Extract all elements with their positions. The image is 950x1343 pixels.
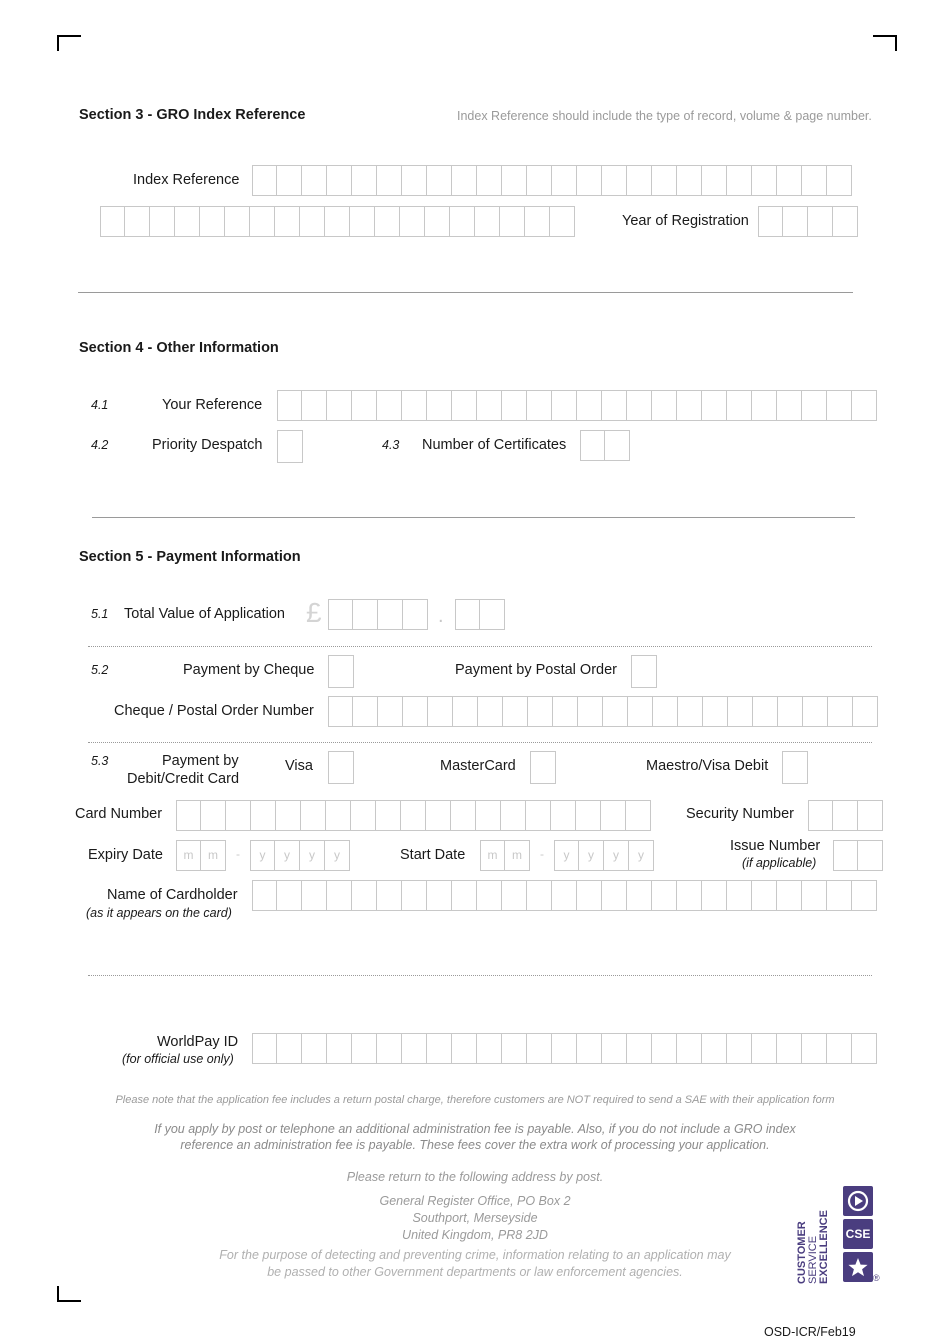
entry-box[interactable] xyxy=(425,206,450,237)
entry-box[interactable] xyxy=(352,390,377,421)
crop-mark-bottom-left xyxy=(57,1286,81,1302)
entry-box[interactable] xyxy=(450,206,475,237)
entry-box[interactable] xyxy=(702,165,727,196)
cheque-number-label: Cheque / Postal Order Number xyxy=(114,703,314,719)
entry-box[interactable] xyxy=(601,800,626,831)
year-box[interactable]: y xyxy=(629,840,654,871)
entry-box[interactable] xyxy=(626,800,651,831)
entry-box[interactable] xyxy=(677,880,702,911)
entry-box[interactable] xyxy=(551,800,576,831)
year-box[interactable]: y xyxy=(275,840,300,871)
entry-box[interactable] xyxy=(176,800,201,831)
entry-box[interactable] xyxy=(553,696,578,727)
entry-box[interactable] xyxy=(502,1033,527,1064)
entry-box[interactable] xyxy=(150,206,175,237)
worldpay-id-note: (for official use only) xyxy=(122,1052,234,1066)
entry-box[interactable] xyxy=(852,390,877,421)
entry-box[interactable] xyxy=(477,1033,502,1064)
entry-box[interactable] xyxy=(501,800,526,831)
entry-box[interactable] xyxy=(327,880,352,911)
entry-box[interactable] xyxy=(426,800,451,831)
entry-box[interactable] xyxy=(552,165,577,196)
month-box[interactable]: m xyxy=(480,840,505,871)
entry-box[interactable] xyxy=(401,800,426,831)
maestro-label: Maestro/Visa Debit xyxy=(646,758,769,774)
entry-box[interactable] xyxy=(477,880,502,911)
entry-box[interactable] xyxy=(353,696,378,727)
entry-box[interactable] xyxy=(378,599,403,630)
divider xyxy=(78,292,853,293)
entry-box[interactable] xyxy=(527,1033,552,1064)
entry-box[interactable] xyxy=(527,880,552,911)
entry-box[interactable] xyxy=(578,696,603,727)
dotted-divider xyxy=(88,646,872,647)
mastercard-label: MasterCard xyxy=(440,758,516,774)
entry-box[interactable] xyxy=(378,696,403,727)
issue-number-boxes[interactable] xyxy=(833,840,883,871)
entry-box[interactable] xyxy=(677,165,702,196)
entry-box[interactable] xyxy=(352,880,377,911)
payment-by-postal-order-checkbox[interactable] xyxy=(631,655,657,688)
entry-box[interactable] xyxy=(402,390,427,421)
entry-box[interactable] xyxy=(550,206,575,237)
entry-box[interactable] xyxy=(652,165,677,196)
your-reference-boxes[interactable] xyxy=(277,390,877,421)
cse-logo-text xyxy=(797,1186,837,1284)
star-icon xyxy=(843,1252,873,1282)
entry-box[interactable] xyxy=(727,1033,752,1064)
issue-number-note: (if applicable) xyxy=(742,856,817,870)
entry-box[interactable] xyxy=(475,206,500,237)
entry-box[interactable] xyxy=(833,206,858,237)
year-box[interactable]: y xyxy=(250,840,275,871)
entry-box[interactable] xyxy=(325,206,350,237)
entry-box[interactable] xyxy=(476,800,501,831)
entry-box[interactable] xyxy=(833,800,858,831)
entry-box[interactable] xyxy=(602,165,627,196)
entry-box[interactable] xyxy=(727,880,752,911)
start-date-boxes[interactable] xyxy=(480,840,654,871)
entry-box[interactable] xyxy=(428,696,453,727)
cse-badge: CSE xyxy=(843,1219,873,1249)
entry-box[interactable] xyxy=(808,206,833,237)
expiry-date-label: Expiry Date xyxy=(88,847,163,863)
entry-box[interactable] xyxy=(783,206,808,237)
entry-box[interactable] xyxy=(226,800,251,831)
total-pounds-boxes[interactable] xyxy=(328,599,428,630)
entry-box[interactable] xyxy=(502,390,527,421)
maestro-checkbox[interactable] xyxy=(782,751,808,784)
month-box[interactable]: m xyxy=(176,840,201,871)
item-number: 4.3 xyxy=(382,438,400,452)
entry-box[interactable] xyxy=(250,206,275,237)
year-of-registration-label: Year of Registration xyxy=(622,213,749,229)
entry-box[interactable] xyxy=(753,696,778,727)
entry-box[interactable] xyxy=(752,1033,777,1064)
number-of-certificates-label: Number of Certificates xyxy=(422,437,567,453)
entry-box[interactable] xyxy=(777,390,802,421)
item-number: 5.3 xyxy=(91,754,109,768)
fee-note: Please note that the application fee includes a return postal charge, therefore customers are NOT required to send a SAE with their application form xyxy=(115,1094,835,1106)
priority-despatch-checkbox[interactable] xyxy=(277,430,303,463)
divider xyxy=(92,517,855,518)
entry-box[interactable] xyxy=(500,206,525,237)
entry-box[interactable] xyxy=(778,696,803,727)
payment-by-cheque-checkbox[interactable] xyxy=(328,655,354,688)
entry-box[interactable] xyxy=(752,165,777,196)
entry-box[interactable] xyxy=(275,206,300,237)
pound-sign: £ xyxy=(306,597,322,628)
entry-box[interactable] xyxy=(703,696,728,727)
entry-box[interactable] xyxy=(327,1033,352,1064)
entry-box[interactable] xyxy=(377,390,402,421)
crop-mark-top-right xyxy=(873,35,897,51)
address-line: Southport, Merseyside xyxy=(412,1211,538,1225)
total-pence-boxes[interactable] xyxy=(455,599,505,630)
entry-box[interactable] xyxy=(858,800,883,831)
worldpay-id-boxes[interactable] xyxy=(252,1033,877,1064)
entry-box[interactable] xyxy=(477,390,502,421)
entry-box[interactable] xyxy=(402,880,427,911)
start-date-label: Start Date xyxy=(400,847,466,863)
entry-box[interactable] xyxy=(452,880,477,911)
total-value-label: Total Value of Application xyxy=(124,606,285,622)
cardholder-name-note: (as it appears on the card) xyxy=(86,906,232,920)
index-reference-label: Index Reference xyxy=(133,172,240,188)
expiry-date-boxes[interactable] xyxy=(176,840,350,871)
entry-box[interactable] xyxy=(376,800,401,831)
entry-box[interactable] xyxy=(727,390,752,421)
entry-box[interactable] xyxy=(328,696,353,727)
entry-box[interactable] xyxy=(605,430,630,461)
address-line: General Register Office, PO Box 2 xyxy=(379,1194,571,1208)
entry-box[interactable] xyxy=(602,390,627,421)
entry-box[interactable] xyxy=(652,880,677,911)
section3-title: Section 3 - GRO Index Reference xyxy=(79,107,306,123)
entry-box[interactable] xyxy=(452,1033,477,1064)
entry-box[interactable] xyxy=(351,800,376,831)
date-separator: - xyxy=(236,847,240,861)
mastercard-checkbox[interactable] xyxy=(530,751,556,784)
entry-box[interactable] xyxy=(352,165,377,196)
entry-box[interactable] xyxy=(852,880,877,911)
entry-box[interactable] xyxy=(552,880,577,911)
entry-box[interactable] xyxy=(602,880,627,911)
debit-credit-card-label: Debit/Credit Card xyxy=(127,771,240,787)
year-of-registration-boxes[interactable] xyxy=(758,206,858,237)
item-number: 4.1 xyxy=(91,398,109,412)
payment-by-cheque-label: Payment by Cheque xyxy=(183,662,315,678)
form-code: OSD-ICR/Feb19 xyxy=(764,1325,856,1339)
entry-box[interactable] xyxy=(702,1033,727,1064)
registered-mark: ® xyxy=(873,1273,880,1283)
entry-box[interactable] xyxy=(302,1033,327,1064)
entry-box[interactable] xyxy=(300,206,325,237)
entry-box[interactable] xyxy=(777,1033,802,1064)
entry-box[interactable] xyxy=(480,599,505,630)
security-number-label: Security Number xyxy=(686,806,794,822)
entry-box[interactable] xyxy=(328,599,353,630)
entry-box[interactable] xyxy=(277,390,302,421)
entry-box[interactable] xyxy=(452,165,477,196)
year-box[interactable]: y xyxy=(300,840,325,871)
entry-box[interactable] xyxy=(827,1033,852,1064)
item-number: 4.2 xyxy=(91,438,109,452)
entry-box[interactable] xyxy=(251,800,276,831)
your-reference-label: Your Reference xyxy=(162,397,263,413)
entry-box[interactable] xyxy=(477,165,502,196)
cheque-number-boxes[interactable] xyxy=(328,696,878,727)
entry-box[interactable] xyxy=(527,165,552,196)
entry-box[interactable] xyxy=(302,165,327,196)
entry-box[interactable] xyxy=(455,599,480,630)
visa-label: Visa xyxy=(285,758,313,774)
entry-box[interactable] xyxy=(427,390,452,421)
entry-box[interactable] xyxy=(403,696,428,727)
entry-box[interactable] xyxy=(852,1033,877,1064)
entry-box[interactable] xyxy=(400,206,425,237)
cse-logo-word: EXCELLENCE xyxy=(818,1210,830,1284)
entry-box[interactable] xyxy=(377,165,402,196)
entry-box[interactable] xyxy=(702,880,727,911)
index-reference-boxes-line2[interactable] xyxy=(100,206,575,237)
entry-box[interactable] xyxy=(677,390,702,421)
item-number: 5.2 xyxy=(91,663,109,677)
entry-box[interactable] xyxy=(627,390,652,421)
cse-logo-word: CUSTOMER xyxy=(796,1221,808,1284)
entry-box[interactable] xyxy=(225,206,250,237)
address-line: United Kingdom, PR8 2JD xyxy=(402,1228,548,1242)
entry-box[interactable] xyxy=(580,430,605,461)
entry-box[interactable] xyxy=(402,1033,427,1064)
entry-box[interactable] xyxy=(802,1033,827,1064)
entry-box[interactable] xyxy=(577,1033,602,1064)
entry-box[interactable] xyxy=(752,390,777,421)
entry-box[interactable] xyxy=(828,696,853,727)
number-of-certificates-boxes[interactable] xyxy=(580,430,630,461)
entry-box[interactable] xyxy=(277,1033,302,1064)
cardholder-name-boxes[interactable] xyxy=(252,880,877,911)
entry-box[interactable] xyxy=(802,880,827,911)
entry-box[interactable] xyxy=(677,1033,702,1064)
entry-box[interactable] xyxy=(503,696,528,727)
entry-box[interactable] xyxy=(377,1033,402,1064)
entry-box[interactable] xyxy=(327,390,352,421)
entry-box[interactable] xyxy=(827,880,852,911)
entry-box[interactable] xyxy=(777,880,802,911)
security-number-boxes[interactable] xyxy=(808,800,883,831)
entry-box[interactable] xyxy=(603,696,628,727)
entry-box[interactable] xyxy=(252,880,277,911)
entry-box[interactable] xyxy=(577,165,602,196)
entry-box[interactable] xyxy=(125,206,150,237)
entry-box[interactable] xyxy=(678,696,703,727)
admin-fee-note-line2: reference an administration fee is payable. These fees cover the extra work of processing your application. xyxy=(180,1138,770,1152)
entry-box[interactable] xyxy=(576,800,601,831)
index-reference-boxes[interactable] xyxy=(252,165,852,196)
entry-box[interactable] xyxy=(628,696,653,727)
return-address-note: Please return to the following address by post. xyxy=(346,1170,604,1184)
entry-box[interactable] xyxy=(453,696,478,727)
entry-box[interactable] xyxy=(777,165,802,196)
cardholder-name-label: Name of Cardholder xyxy=(107,887,238,903)
entry-box[interactable] xyxy=(502,880,527,911)
payment-by-label: Payment by xyxy=(162,753,239,769)
entry-box[interactable] xyxy=(827,390,852,421)
dotted-divider xyxy=(88,742,872,743)
year-box[interactable]: y xyxy=(579,840,604,871)
entry-box[interactable] xyxy=(427,1033,452,1064)
entry-box[interactable] xyxy=(827,165,852,196)
entry-box[interactable] xyxy=(252,1033,277,1064)
entry-box[interactable] xyxy=(577,880,602,911)
entry-box[interactable] xyxy=(403,599,428,630)
entry-box[interactable] xyxy=(577,390,602,421)
entry-box[interactable] xyxy=(375,206,400,237)
entry-box[interactable] xyxy=(652,1033,677,1064)
entry-box[interactable] xyxy=(326,800,351,831)
month-box[interactable]: m xyxy=(505,840,530,871)
issue-number-label: Issue Number xyxy=(730,838,821,854)
entry-box[interactable] xyxy=(752,880,777,911)
entry-box[interactable] xyxy=(302,390,327,421)
section5-title: Section 5 - Payment Information xyxy=(79,549,301,565)
entry-box[interactable] xyxy=(528,696,553,727)
entry-box[interactable] xyxy=(353,599,378,630)
entry-box[interactable] xyxy=(803,696,828,727)
entry-box[interactable] xyxy=(833,840,858,871)
entry-box[interactable] xyxy=(175,206,200,237)
entry-box[interactable] xyxy=(402,165,427,196)
priority-despatch-label: Priority Despatch xyxy=(152,437,263,453)
entry-box[interactable] xyxy=(100,206,125,237)
entry-box[interactable] xyxy=(451,800,476,831)
entry-box[interactable] xyxy=(352,1033,377,1064)
dotted-divider xyxy=(88,975,872,976)
entry-box[interactable] xyxy=(327,165,352,196)
card-number-boxes[interactable] xyxy=(176,800,651,831)
visa-checkbox[interactable] xyxy=(328,751,354,784)
entry-box[interactable] xyxy=(602,1033,627,1064)
entry-box[interactable] xyxy=(552,390,577,421)
section4-title: Section 4 - Other Information xyxy=(79,340,279,356)
entry-box[interactable] xyxy=(652,390,677,421)
entry-box[interactable] xyxy=(377,880,402,911)
entry-box[interactable] xyxy=(200,206,225,237)
entry-box[interactable] xyxy=(201,800,226,831)
entry-box[interactable] xyxy=(853,696,878,727)
entry-box[interactable] xyxy=(552,1033,577,1064)
year-box[interactable]: y xyxy=(325,840,350,871)
decimal-point: . xyxy=(438,605,444,627)
entry-box[interactable] xyxy=(627,1033,652,1064)
entry-box[interactable] xyxy=(727,165,752,196)
crime-note-line2: be passed to other Government departments or law enforcement agencies. xyxy=(267,1265,683,1279)
entry-box[interactable] xyxy=(802,390,827,421)
admin-fee-note-line1: If you apply by post or telephone an additional administration fee is payable. Also, if you do not include a GRO index xyxy=(154,1122,796,1136)
crop-mark-top-left xyxy=(57,35,81,51)
payment-by-postal-order-label: Payment by Postal Order xyxy=(455,662,617,678)
entry-box[interactable] xyxy=(302,880,327,911)
entry-box[interactable] xyxy=(728,696,753,727)
card-number-label: Card Number xyxy=(75,806,163,822)
entry-box[interactable] xyxy=(808,800,833,831)
entry-box[interactable] xyxy=(653,696,678,727)
entry-box[interactable] xyxy=(427,165,452,196)
entry-box[interactable] xyxy=(301,800,326,831)
entry-box[interactable] xyxy=(277,165,302,196)
crime-note-line1: For the purpose of detecting and preventing crime, information relating to an application may xyxy=(219,1248,731,1262)
entry-box[interactable] xyxy=(252,165,277,196)
entry-box[interactable] xyxy=(452,390,477,421)
item-number: 5.1 xyxy=(91,607,109,621)
entry-box[interactable] xyxy=(525,206,550,237)
entry-box[interactable] xyxy=(427,880,452,911)
cse-logo-word: SERVICE xyxy=(807,1235,819,1284)
entry-box[interactable] xyxy=(478,696,503,727)
entry-box[interactable] xyxy=(858,840,883,871)
entry-box[interactable] xyxy=(502,165,527,196)
year-box[interactable]: y xyxy=(604,840,629,871)
play-icon xyxy=(843,1186,873,1216)
entry-box[interactable] xyxy=(702,390,727,421)
entry-box[interactable] xyxy=(527,390,552,421)
entry-box[interactable] xyxy=(627,165,652,196)
date-separator: - xyxy=(540,847,544,861)
section3-hint: Index Reference should include the type of record, volume & page number. xyxy=(457,109,872,123)
year-box[interactable]: y xyxy=(554,840,579,871)
entry-box[interactable] xyxy=(350,206,375,237)
entry-box[interactable] xyxy=(802,165,827,196)
entry-box[interactable] xyxy=(627,880,652,911)
month-box[interactable]: m xyxy=(201,840,226,871)
entry-box[interactable] xyxy=(526,800,551,831)
entry-box[interactable] xyxy=(276,800,301,831)
entry-box[interactable] xyxy=(758,206,783,237)
worldpay-id-label: WorldPay ID xyxy=(157,1034,239,1050)
entry-box[interactable] xyxy=(277,880,302,911)
